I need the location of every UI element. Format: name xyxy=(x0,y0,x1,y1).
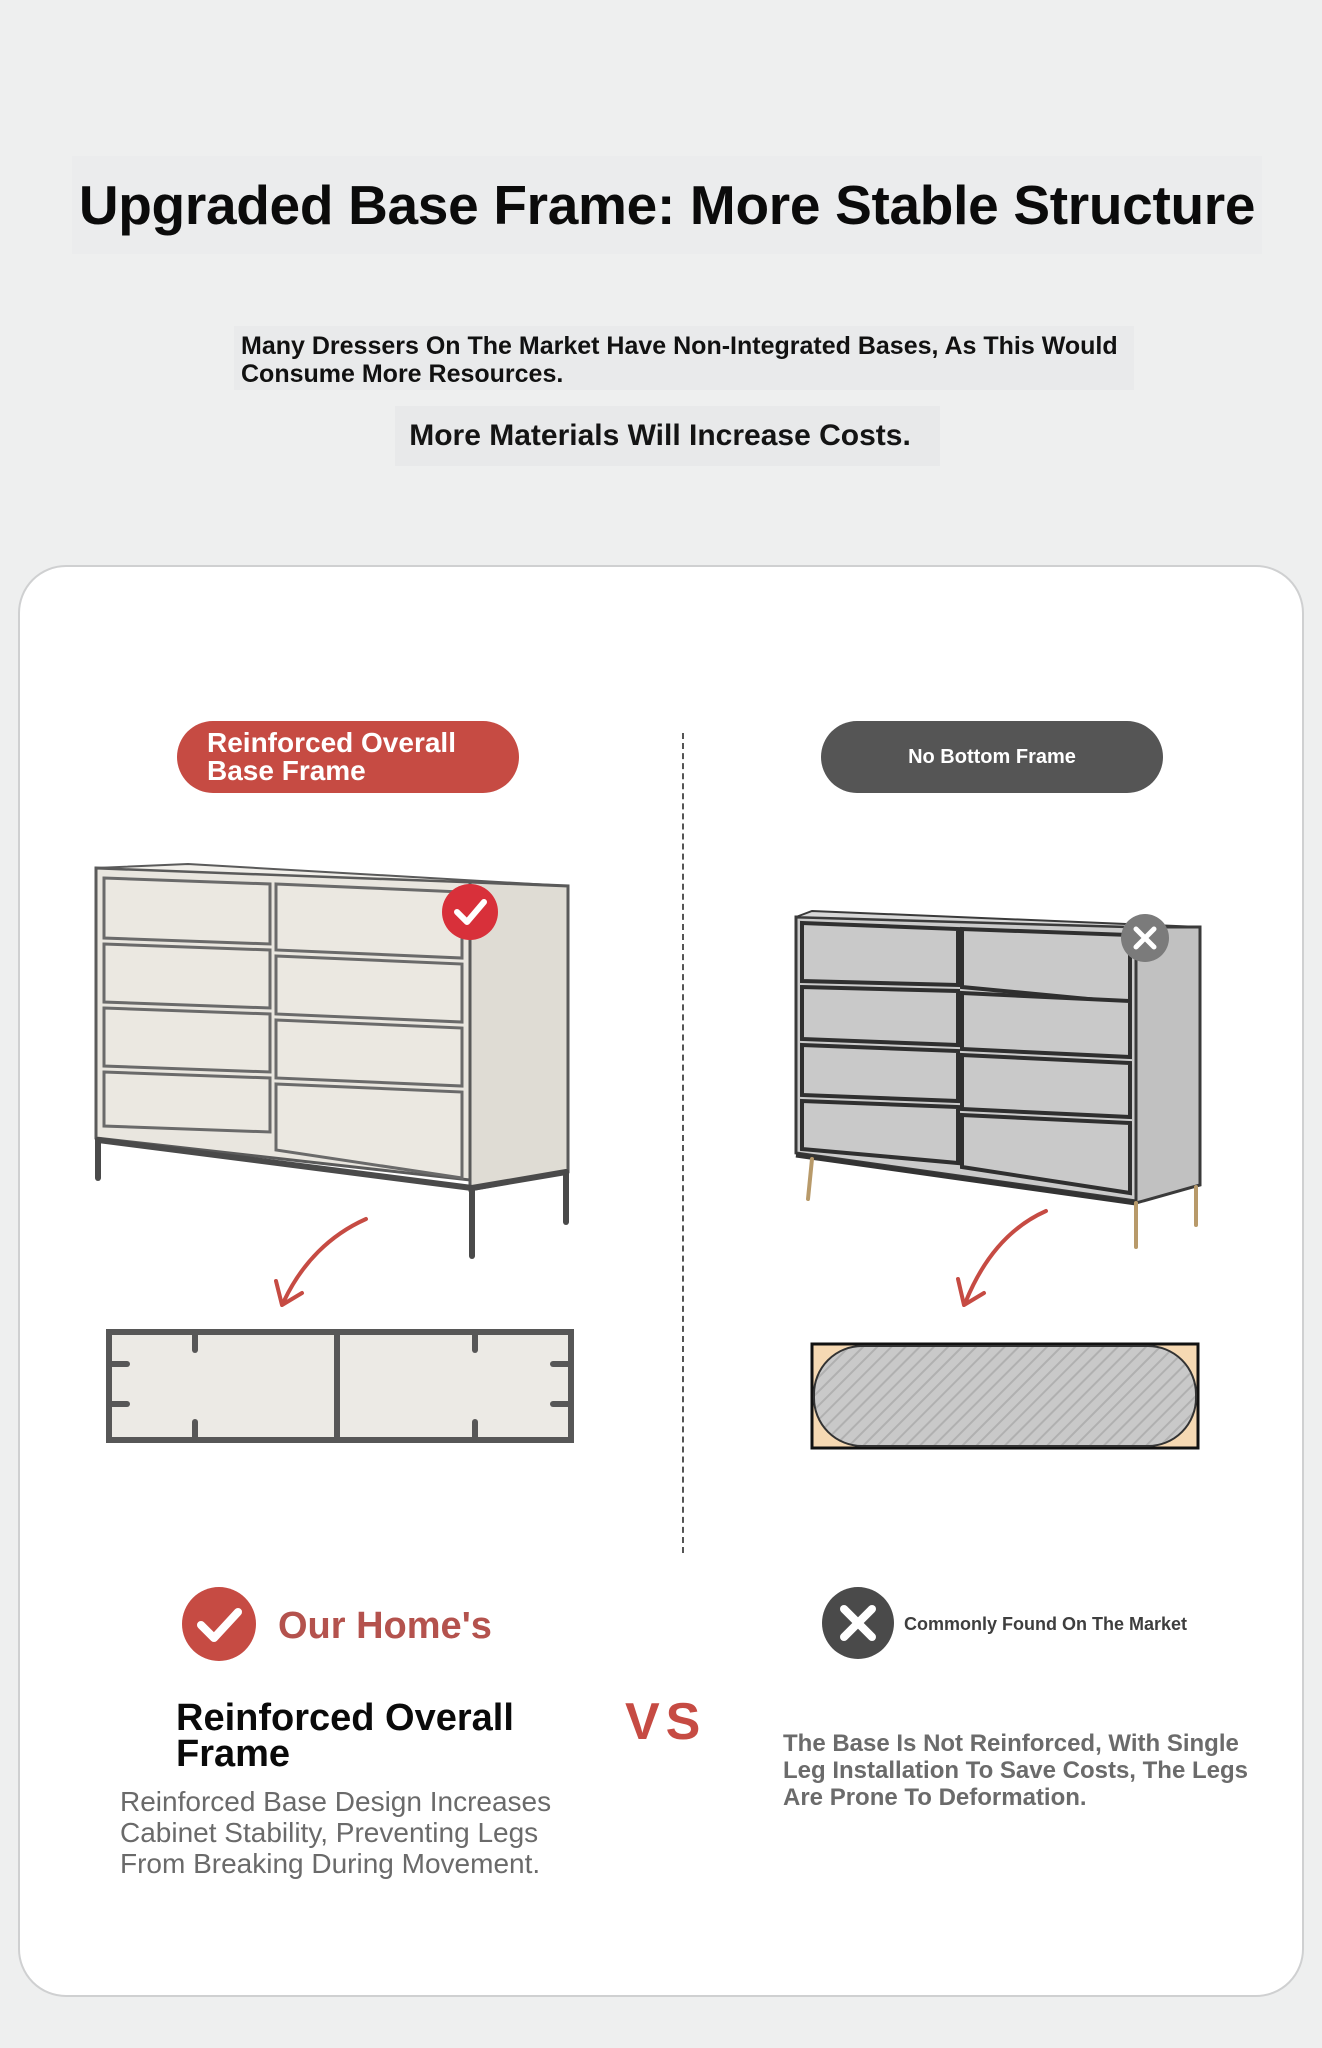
reinforced-badge-label: Reinforced Overall Base Frame xyxy=(207,727,456,786)
cost-note: More Materials Will Increase Costs. xyxy=(409,419,911,452)
reinforced-dresser-illustration xyxy=(90,860,580,1260)
page-title: Upgraded Base Frame: More Stable Structure xyxy=(72,156,1262,254)
market-description: The Base Is Not Reinforced, With Single Leg Installation To Save Costs, The Legs Are Prone To Deformation. xyxy=(783,1730,1248,1811)
market-dresser-illustration xyxy=(790,905,1210,1255)
arrow-down-left-icon xyxy=(950,1205,1060,1315)
reinforced-badge xyxy=(177,721,519,793)
our-home-label: Our Home's xyxy=(278,1605,492,1647)
market-label: Commonly Found On The Market xyxy=(904,1614,1188,1634)
non-integrated-base-diagram xyxy=(810,1342,1200,1450)
integrated-base-frame-diagram xyxy=(105,1328,575,1444)
dashed-divider xyxy=(682,733,684,1553)
vs-label: VS xyxy=(625,1693,707,1751)
intro-text: Many Dressers On The Market Have Non-Integrated Bases, As This Would Consume More Resources. xyxy=(241,332,1118,388)
arrow-down-left-icon xyxy=(270,1215,380,1315)
no-bottom-frame-badge: No Bottom Frame xyxy=(821,721,1163,793)
feature-description: Reinforced Base Design Increases Cabinet Stability, Preventing Legs From Breaking During Movement. xyxy=(120,1786,552,1879)
x-circle-icon xyxy=(820,1585,896,1661)
check-circle-icon xyxy=(180,1585,258,1663)
feature-title: Reinforced Overall Frame xyxy=(176,1697,514,1775)
